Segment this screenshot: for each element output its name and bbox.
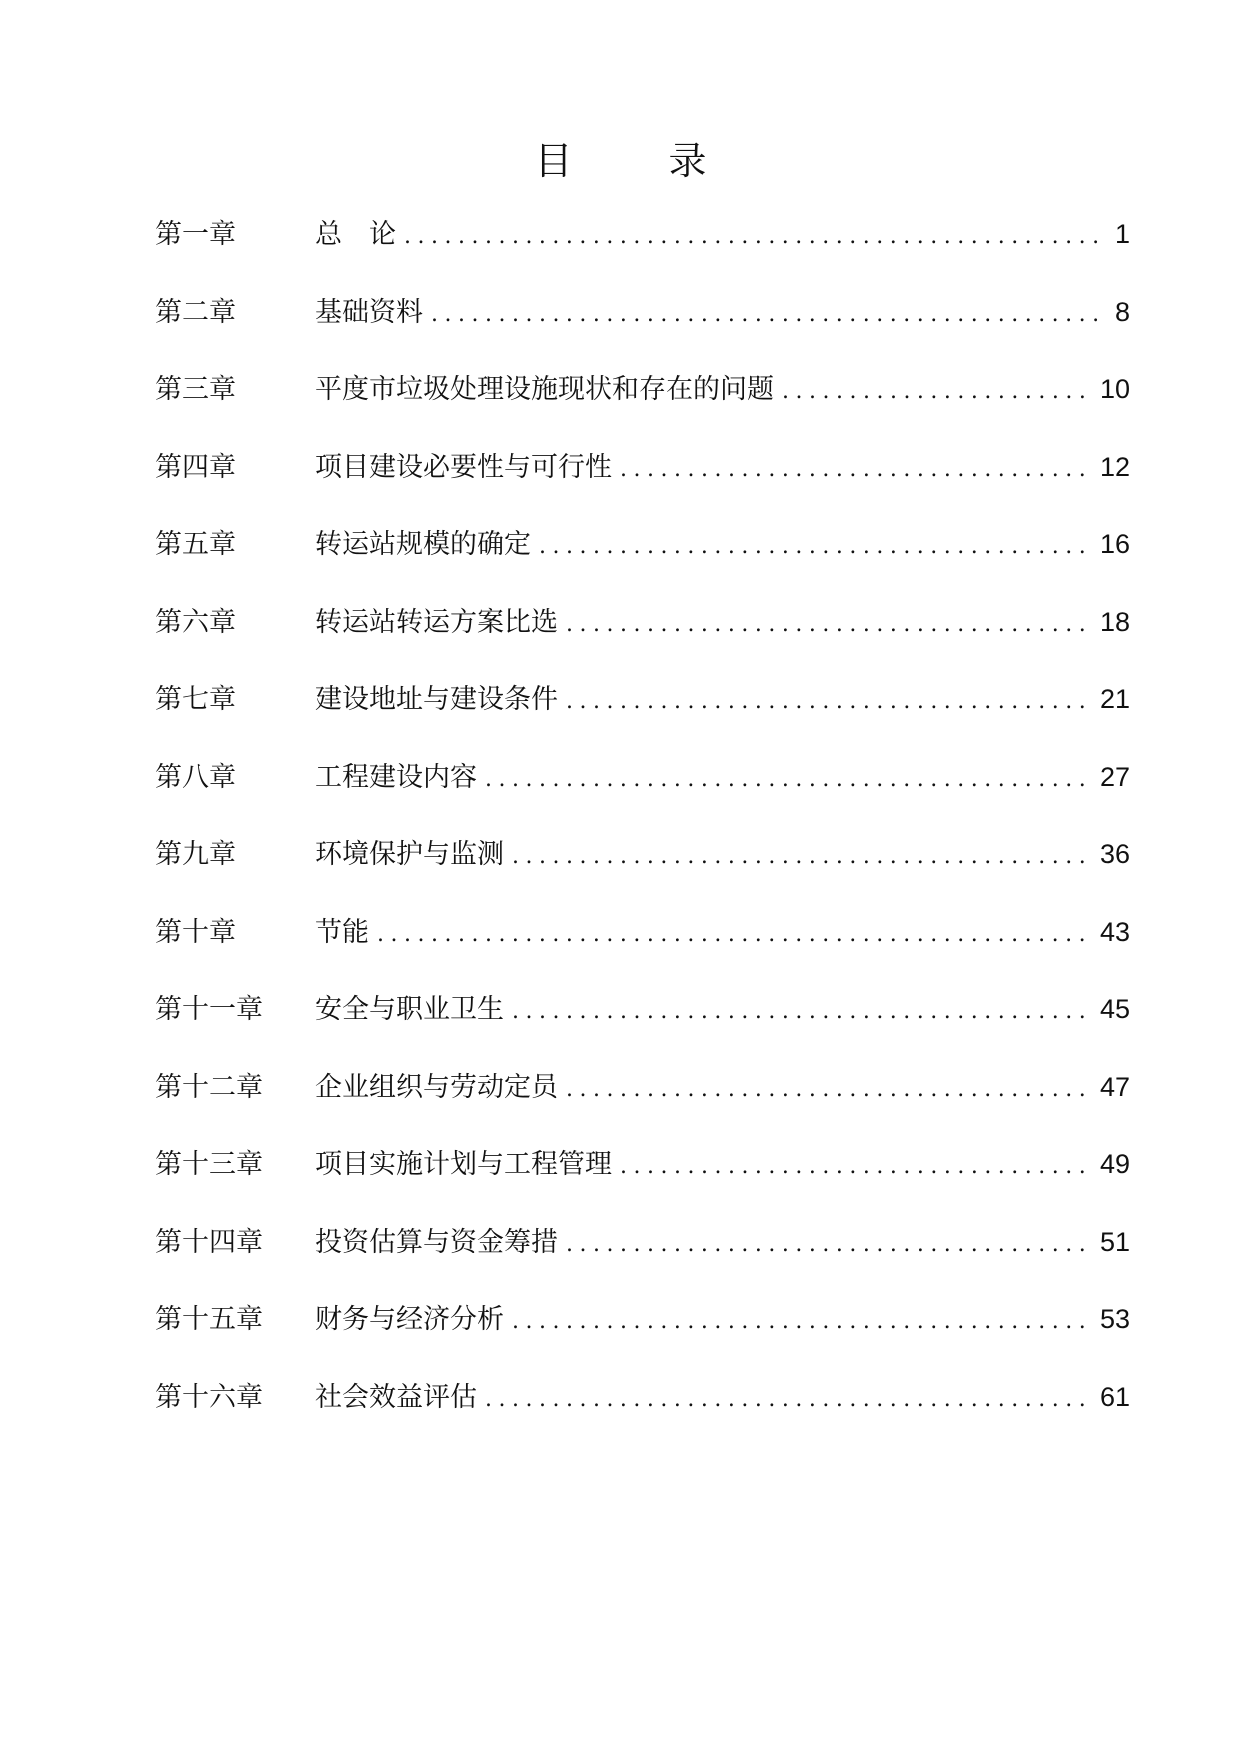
toc-chapter-title: 工程建设内容	[315, 761, 477, 793]
toc-chapter-title: 平度市垃圾处理设施现状和存在的问题	[315, 374, 774, 405]
toc-chapter-number: 第十五章	[155, 1304, 263, 1335]
toc-entry[interactable]	[155, 1065, 1130, 1143]
toc-entry[interactable]	[155, 445, 1130, 523]
toc-entry-body	[315, 1065, 1130, 1104]
toc-page-number: 43	[1099, 916, 1130, 947]
toc-page-number: 10	[1099, 374, 1130, 404]
toc-chapter-number: 第十六章	[155, 1381, 263, 1413]
toc-entry-body	[315, 445, 1130, 484]
toc-chapter-title: 转运站转运方案比选	[315, 606, 558, 638]
toc-entry-body	[315, 522, 1130, 561]
toc-dot-leader	[566, 1077, 1092, 1102]
toc-chapter-number: 第十章	[155, 916, 236, 948]
toc-chapter-number: 第四章	[155, 451, 236, 483]
toc-chapter-title: 社会效益评估	[315, 1381, 477, 1413]
toc-dot-leader	[539, 534, 1092, 559]
toc-entry-body	[315, 367, 1130, 406]
toc-entry-body	[315, 832, 1130, 871]
toc-page-number: 16	[1099, 529, 1130, 559]
toc-entry[interactable]	[155, 1142, 1130, 1220]
toc-page-number: 45	[1099, 994, 1130, 1024]
toc-entry-body	[315, 1297, 1130, 1336]
toc-title	[0, 130, 1241, 185]
toc-page-number: 18	[1099, 606, 1130, 637]
toc-entry-body	[315, 1375, 1130, 1414]
toc-entry[interactable]	[155, 212, 1130, 290]
toc-entry-body	[315, 677, 1130, 716]
toc-dot-leader	[566, 1232, 1092, 1257]
toc-chapter-number: 第二章	[155, 296, 236, 328]
toc-page-number: 49	[1099, 1149, 1130, 1179]
toc-chapter-number: 第三章	[155, 374, 236, 405]
toc-dot-leader	[431, 302, 1104, 327]
toc-page-number: 12	[1099, 451, 1130, 482]
toc-dot-leader	[782, 379, 1092, 404]
toc-chapter-number: 第九章	[155, 839, 236, 870]
toc-entry[interactable]	[155, 522, 1130, 600]
toc-dot-leader	[566, 612, 1092, 637]
toc-entry[interactable]	[155, 987, 1130, 1065]
toc-entry-body	[315, 910, 1130, 949]
toc-chapter-title: 转运站规模的确定	[315, 529, 531, 560]
toc-chapter-title: 财务与经济分析	[315, 1304, 504, 1335]
toc-title-right: 录	[668, 139, 707, 183]
toc-title-left: 目	[534, 139, 573, 183]
toc-dot-leader	[404, 224, 1104, 249]
toc-chapter-number: 第十四章	[155, 1226, 263, 1258]
toc-chapter-title: 基础资料	[315, 296, 423, 328]
toc-entry[interactable]	[155, 832, 1130, 910]
toc-dot-leader	[566, 689, 1092, 714]
toc-dot-leader	[512, 1309, 1092, 1334]
toc-chapter-title: 项目实施计划与工程管理	[315, 1149, 612, 1180]
toc-page-number: 53	[1099, 1304, 1130, 1334]
toc-dot-leader	[620, 457, 1092, 482]
toc-page-number: 51	[1099, 1226, 1130, 1257]
toc-chapter-title: 投资估算与资金筹措	[315, 1226, 558, 1258]
toc-entry[interactable]	[155, 1220, 1130, 1298]
toc-dot-leader	[377, 922, 1092, 947]
toc-dot-leader	[485, 1387, 1092, 1412]
toc-chapter-number: 第六章	[155, 606, 236, 638]
toc-page-number: 27	[1099, 761, 1130, 792]
toc-entry-body	[315, 987, 1130, 1026]
toc-entry-body	[315, 600, 1130, 639]
toc-entry[interactable]	[155, 677, 1130, 755]
toc-dot-leader	[620, 1154, 1092, 1179]
toc-entry[interactable]	[155, 367, 1130, 445]
toc-entry[interactable]	[155, 1297, 1130, 1375]
toc-page-number: 36	[1099, 839, 1130, 869]
toc-entry-body	[315, 1220, 1130, 1259]
toc-entry[interactable]	[155, 290, 1130, 368]
toc-chapter-title: 建设地址与建设条件	[315, 684, 558, 715]
toc-chapter-number: 第七章	[155, 684, 236, 715]
toc-chapter-number: 第十一章	[155, 994, 263, 1025]
toc-entry[interactable]	[155, 600, 1130, 678]
toc-page-number: 47	[1099, 1071, 1130, 1102]
toc-chapter-title: 项目建设必要性与可行性	[315, 451, 612, 483]
toc-chapter-number: 第一章	[155, 219, 236, 250]
toc-entry[interactable]	[155, 1375, 1130, 1453]
toc-chapter-title: 企业组织与劳动定员	[315, 1071, 558, 1103]
toc-page-number: 61	[1099, 1381, 1130, 1412]
toc-list	[155, 212, 1130, 1452]
toc-entry[interactable]	[155, 755, 1130, 833]
toc-chapter-number: 第八章	[155, 761, 236, 793]
toc-page-number: 21	[1099, 684, 1130, 714]
toc-entry[interactable]	[155, 910, 1130, 988]
toc-chapter-title: 总 论	[315, 219, 396, 250]
toc-chapter-title: 安全与职业卫生	[315, 994, 504, 1025]
toc-entry-body	[315, 755, 1130, 794]
toc-dot-leader	[512, 844, 1092, 869]
toc-entry-body	[315, 212, 1130, 251]
toc-chapter-number: 第十二章	[155, 1071, 263, 1103]
toc-chapter-number: 第十三章	[155, 1149, 263, 1180]
toc-page-number: 1	[1114, 219, 1130, 249]
toc-chapter-number: 第五章	[155, 529, 236, 560]
toc-chapter-title: 节能	[315, 916, 369, 948]
toc-dot-leader	[485, 767, 1092, 792]
toc-chapter-title: 环境保护与监测	[315, 839, 504, 870]
toc-entry-body	[315, 1142, 1130, 1181]
toc-entry-body	[315, 290, 1130, 329]
toc-page-number: 8	[1114, 296, 1130, 327]
toc-dot-leader	[512, 999, 1092, 1024]
